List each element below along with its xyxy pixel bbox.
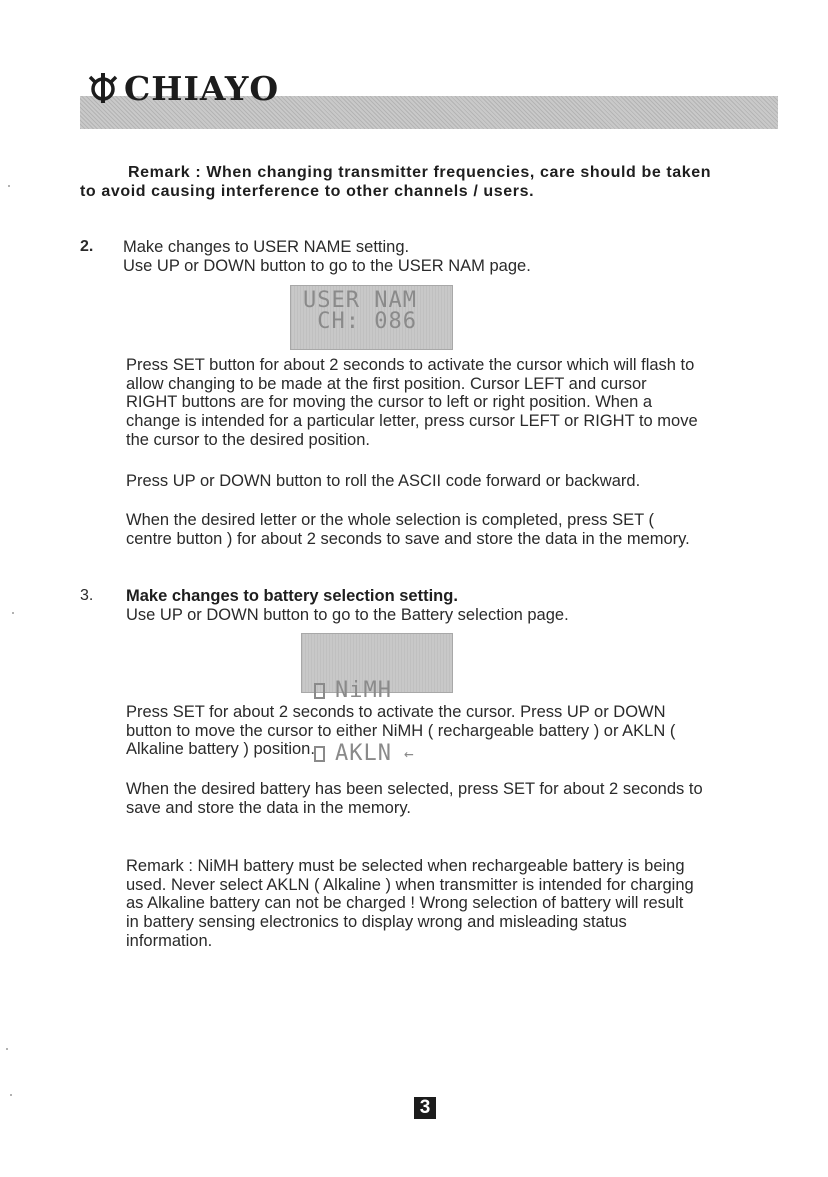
text-line: Press SET button for about 2 seconds to activate the cursor which will flash to [126,356,695,374]
section-2-instruction: Use UP or DOWN button to go to the USER NAM page. [123,256,531,275]
section-3-paragraph-save [126,780,786,817]
text-line: used. Never select AKLN ( Alkaline ) when transmitter is intended for charging [126,875,694,894]
section-3-instruction: Use UP or DOWN button to go to the Battery selection page. [126,605,569,624]
remark-frequency [80,163,780,201]
scan-speck [10,1094,12,1096]
section-3-intro [126,587,786,624]
section-3-paragraph-cursor [126,703,786,759]
text-line: RIGHT buttons are for moving the cursor to left or right position. When a [126,393,653,412]
lcd-row: USER NAM [303,288,417,313]
lcd-row-nimh [314,680,452,701]
section-2-paragraph-ascii: Press UP or DOWN button to roll the ASCII code forward or backward. [126,472,641,490]
lcd-user-name-display [290,285,453,350]
text-line: Press SET for about 2 seconds to activate the cursor. Press UP or DOWN [126,703,666,721]
section-2-paragraph-save [126,511,786,548]
remark-line: to avoid causing interference to other channels / users. [80,183,535,200]
brand-name: CHIAYO [124,68,280,108]
scan-speck [12,612,14,614]
section-2-title: Make changes to USER NAME setting. [123,238,410,256]
section-2-number: 2. [80,238,94,255]
text-line: save and store the data in the memory. [126,798,411,817]
text-line: information. [126,931,213,950]
page-number: 3 [414,1097,436,1119]
text-line: as Alkaline battery can not be charged ! Wrong selection of battery will result [126,894,684,913]
section-3-number: 3. [80,587,94,604]
remark-line: Remark : When changing transmitter frequencies, care should be taken [128,164,712,181]
section-2-paragraph-cursor [126,356,786,450]
brand-logo [86,68,279,108]
text-line: centre button ) for about 2 seconds to save and store the data in the memory. [126,529,690,548]
lcd-option: AKLN [335,741,392,766]
text-line: the cursor to the desired position. [126,430,370,449]
checkbox-icon [314,683,325,699]
text-line: Alkaline battery ) position. [126,740,315,759]
arrow-left-icon: ← [403,744,415,763]
text-line: When the desired letter or the whole selection is completed, press SET ( [126,511,654,529]
scan-speck [8,185,10,187]
lcd-option: NiMH [335,678,392,703]
scan-speck [6,1048,8,1050]
chiayo-emblem-icon [86,71,120,105]
text-line: Remark : NiMH battery must be selected when rechargeable battery is being [126,857,685,875]
section-2-intro [123,238,783,275]
text-line: allow changing to be made at the first position. Cursor LEFT and cursor [126,374,647,393]
section-3-title: Make changes to battery selection setting. [126,587,458,605]
section-3-remark [126,857,786,951]
lcd-row: CH: 086 [303,309,417,334]
text-line: button to move the cursor to either NiMH ( rechargeable battery ) or AKLN ( [126,721,676,740]
lcd-battery-display [301,633,453,766]
text-line: change is intended for a particular letter, press cursor LEFT or RIGHT to move [126,412,698,431]
text-line: in battery sensing electronics to display wrong and misleading status [126,913,627,932]
text-line: When the desired battery has been selected, press SET for about 2 seconds to [126,780,703,798]
